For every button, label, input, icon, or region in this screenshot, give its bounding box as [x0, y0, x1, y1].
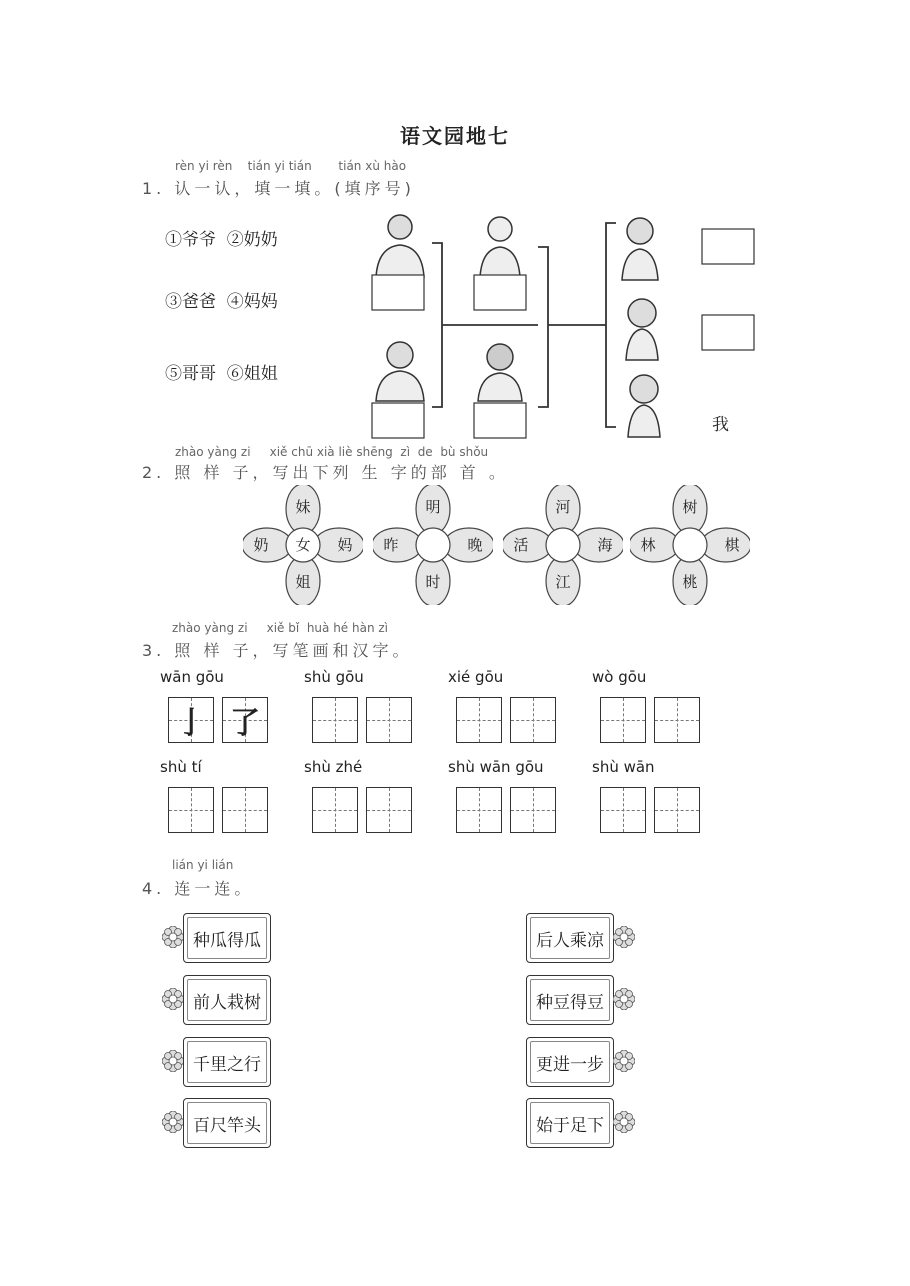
writing-grid-cell[interactable]: [222, 787, 268, 833]
radical-flower: [243, 485, 363, 605]
writing-grid-cell[interactable]: [456, 787, 502, 833]
flower-decoration-icon: [613, 988, 635, 1014]
flower-bottom-char: 时: [425, 573, 441, 591]
stroke-label: shù gōu: [304, 668, 364, 686]
left-phrase-card[interactable]: 种瓜得瓜: [183, 913, 271, 963]
stroke-label: shù tí: [160, 758, 202, 776]
writing-grid-cell[interactable]: [654, 697, 700, 743]
q2-pinyin: zhào yàng zi xiě chū xià liè shēng zì de bù shǒu: [175, 445, 489, 459]
left-phrase-card[interactable]: 千里之行: [183, 1037, 271, 1087]
grandma-icon: [376, 342, 424, 401]
flower-left-char: 奶: [253, 536, 269, 554]
q4-instruction: 4. 连一连。: [142, 879, 255, 898]
father-icon: [622, 218, 658, 280]
grandpa-icon: [376, 215, 424, 277]
q2-instruction: 2. 照 样 子，写出下列 生 字的部 首 。: [142, 463, 509, 482]
writing-grid-cell[interactable]: [456, 697, 502, 743]
stroke-label: shù wān: [592, 758, 655, 776]
page-title: 语文园地七: [400, 124, 510, 148]
q3-instruction: 3. 照 样 子，写笔画和汉字。: [142, 641, 413, 660]
writing-grid-cell[interactable]: [366, 697, 412, 743]
radical-flower: [630, 485, 750, 605]
flower-bottom-char: 姐: [295, 573, 311, 591]
flower-decoration-icon: [613, 1050, 635, 1076]
writing-grid-cell[interactable]: [600, 787, 646, 833]
writing-grid-cell[interactable]: [510, 697, 556, 743]
flower-top-char: 树: [682, 498, 698, 516]
q1-pinyin: rèn yi rèn tián yi tián tián xù hào: [175, 159, 407, 173]
flower-top-char: 河: [555, 498, 571, 516]
flower-decoration-icon: [162, 1111, 184, 1137]
writing-grid-cell[interactable]: [654, 787, 700, 833]
left-phrase-card[interactable]: 百尺竿头: [183, 1098, 271, 1148]
flower-right-char: 晚: [467, 536, 483, 554]
right-phrase-card[interactable]: 种豆得豆: [526, 975, 614, 1025]
stroke-label: shù wān gōu: [448, 758, 544, 776]
right-phrase-card[interactable]: 始于足下: [526, 1098, 614, 1148]
stroke-label: wò gōu: [592, 668, 647, 686]
flower-right-char: 妈: [337, 536, 353, 554]
right-phrase-card[interactable]: 更进一步: [526, 1037, 614, 1087]
stroke-label: shù zhé: [304, 758, 363, 776]
q3-pinyin: zhào yàng zi xiě bǐ huà hé hàn zì: [172, 621, 389, 635]
boy-icon: [628, 375, 660, 437]
writing-grid-cell[interactable]: [312, 787, 358, 833]
names-row-3: ⑤哥哥 ⑥姐姐: [165, 364, 278, 384]
writing-grid-cell[interactable]: [312, 697, 358, 743]
names-row-2: ③爸爸 ④妈妈: [165, 292, 278, 312]
flower-top-char: 妹: [295, 498, 311, 516]
flower-top-char: 明: [425, 498, 441, 516]
writing-grid-cell[interactable]: [600, 697, 646, 743]
writing-grid-cell[interactable]: [366, 787, 412, 833]
writing-grid-cell[interactable]: 了: [222, 697, 268, 743]
flower-decoration-icon: [162, 926, 184, 952]
grandpa2-icon: [480, 217, 520, 277]
flower-bottom-char: 江: [555, 573, 571, 591]
stroke-label: wān gōu: [160, 668, 224, 686]
flower-decoration-icon: [613, 926, 635, 952]
flower-center-char[interactable]: 女: [295, 536, 311, 554]
q1-instruction: 1. 认一认，填一填。(填序号): [142, 179, 415, 198]
flower-decoration-icon: [162, 1050, 184, 1076]
sister-icon: [626, 299, 658, 360]
writing-grid-cell[interactable]: 亅: [168, 697, 214, 743]
left-phrase-card[interactable]: 前人栽树: [183, 975, 271, 1025]
flower-right-char: 海: [597, 536, 613, 554]
grandma2-icon: [478, 344, 522, 401]
names-row-1: ①爷爷 ②奶奶: [165, 230, 278, 250]
writing-grid-cell[interactable]: [510, 787, 556, 833]
me-label: 我: [712, 415, 729, 435]
flower-left-char: 活: [513, 536, 529, 554]
radical-flower: [373, 485, 493, 605]
flower-left-char: 昨: [383, 536, 399, 554]
flower-left-char: 林: [640, 536, 656, 554]
right-phrase-card[interactable]: 后人乘凉: [526, 913, 614, 963]
radical-flower: [503, 485, 623, 605]
flower-decoration-icon: [613, 1111, 635, 1137]
flower-right-char: 棋: [724, 536, 740, 554]
flower-decoration-icon: [162, 988, 184, 1014]
stroke-label: xié gōu: [448, 668, 504, 686]
q4-pinyin: lián yi lián: [172, 858, 234, 872]
writing-grid-cell[interactable]: [168, 787, 214, 833]
family-tree: [360, 205, 780, 445]
flower-bottom-char: 桃: [682, 573, 698, 591]
